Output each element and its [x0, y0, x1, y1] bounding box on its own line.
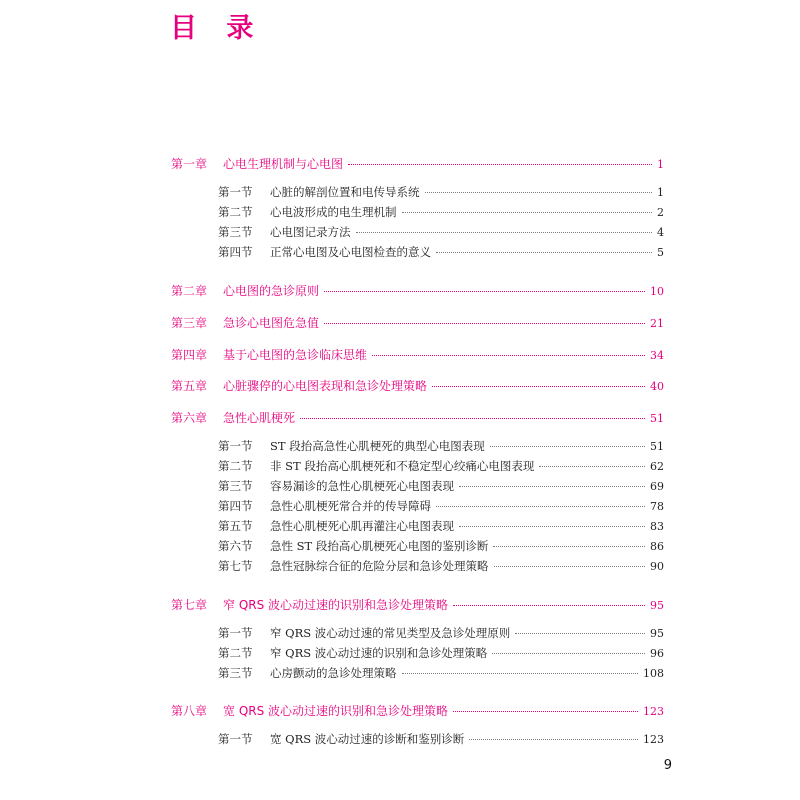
toc-chapter-row[interactable] — [0, 702, 800, 719]
section-title: 非 ST 段抬高心肌梗死和不稳定型心绞痛心电图表现 — [270, 459, 535, 473]
toc-section-row[interactable] — [0, 538, 800, 554]
toc-section-row[interactable] — [0, 558, 800, 574]
toc-section-row[interactable] — [0, 665, 800, 681]
toc-chapter-row[interactable] — [0, 596, 800, 613]
section-page-number: 62 — [650, 460, 664, 473]
toc-section-row[interactable] — [0, 731, 800, 747]
dot-leader — [459, 486, 645, 487]
section-page-number: 95 — [650, 627, 664, 640]
section-page-number: 4 — [657, 226, 664, 239]
chapter-number: 第五章 — [171, 379, 208, 393]
section-page-number: 69 — [650, 480, 664, 493]
chapter-title: 急诊心电图危急值 — [223, 316, 320, 330]
dot-leader — [402, 212, 653, 213]
chapter-title: 心电图的急诊原则 — [223, 284, 320, 298]
chapter-title: 心脏骤停的心电图表现和急诊处理策略 — [223, 379, 428, 393]
dot-leader — [490, 446, 645, 447]
toc-section-row[interactable] — [0, 498, 800, 514]
dot-leader — [300, 418, 645, 419]
chapter-title: 窄 QRS 波心动过速的识别和急诊处理策略 — [223, 598, 449, 612]
section-number: 第三节 — [218, 225, 253, 239]
section-title: 心电图记录方法 — [270, 225, 351, 239]
dot-leader — [425, 192, 653, 193]
section-page-number: 1 — [657, 186, 664, 199]
section-page-number: 78 — [650, 500, 664, 513]
section-number: 第六节 — [218, 539, 253, 553]
section-page-number: 90 — [650, 560, 664, 573]
toc-chapter-row[interactable] — [0, 377, 800, 394]
chapter-page-number: 34 — [650, 349, 664, 362]
dot-leader — [324, 323, 645, 324]
dot-leader — [324, 291, 645, 292]
dot-leader — [436, 252, 652, 253]
section-number: 第一节 — [218, 732, 253, 746]
chapter-title: 心电生理机制与心电图 — [223, 157, 344, 171]
section-number: 第七节 — [218, 559, 253, 573]
section-number: 第二节 — [218, 646, 253, 660]
chapter-title: 宽 QRS 波心动过速的识别和急诊处理策略 — [223, 704, 449, 718]
dot-leader — [453, 605, 645, 606]
toc-title: 目 录 — [170, 13, 264, 44]
section-number: 第一节 — [218, 185, 253, 199]
toc-section-row[interactable] — [0, 224, 800, 240]
toc-chapter-row[interactable] — [0, 155, 800, 172]
section-number: 第三节 — [218, 479, 253, 493]
page-number: 9 — [663, 758, 672, 773]
section-number: 第一节 — [218, 439, 253, 453]
chapter-number: 第七章 — [171, 598, 208, 612]
section-number: 第四节 — [218, 245, 253, 259]
section-page-number: 123 — [643, 733, 664, 746]
section-number: 第五节 — [218, 519, 253, 533]
toc-section-row[interactable] — [0, 478, 800, 494]
chapter-number: 第八章 — [171, 704, 208, 718]
section-title: 急性冠脉综合征的危险分层和急诊处理策略 — [270, 559, 489, 573]
section-number: 第四节 — [218, 499, 253, 513]
section-page-number: 96 — [650, 647, 664, 660]
dot-leader — [494, 566, 646, 567]
section-title: 急性 ST 段抬高心肌梗死心电图的鉴别诊断 — [270, 539, 489, 553]
chapter-page-number: 95 — [650, 599, 664, 612]
toc-section-row[interactable] — [0, 458, 800, 474]
toc-section-row[interactable] — [0, 184, 800, 200]
section-title: ST 段抬高急性心肌梗死的典型心电图表现 — [270, 439, 485, 453]
section-title: 宽 QRS 波心动过速的诊断和鉴别诊断 — [270, 732, 465, 746]
section-page-number: 83 — [650, 520, 664, 533]
dot-leader — [348, 164, 652, 165]
section-title: 心脏的解剖位置和电传导系统 — [270, 185, 420, 199]
chapter-title: 基于心电图的急诊临床思维 — [223, 348, 368, 362]
chapter-number: 第一章 — [171, 157, 208, 171]
dot-leader — [539, 466, 645, 467]
dot-leader — [515, 633, 645, 634]
chapter-number: 第二章 — [171, 284, 208, 298]
section-page-number: 51 — [650, 440, 664, 453]
dot-leader — [459, 526, 645, 527]
chapter-number: 第四章 — [171, 348, 208, 362]
toc-chapter-row[interactable] — [0, 409, 800, 426]
dot-leader — [453, 711, 638, 712]
dot-leader — [432, 386, 645, 387]
toc-chapter-row[interactable] — [0, 282, 800, 299]
chapter-page-number: 21 — [650, 317, 664, 330]
toc-section-row[interactable] — [0, 625, 800, 641]
section-number: 第二节 — [218, 459, 253, 473]
section-page-number: 2 — [657, 206, 664, 219]
section-number: 第二节 — [218, 205, 253, 219]
chapter-number: 第三章 — [171, 316, 208, 330]
chapter-page-number: 1 — [657, 158, 664, 171]
dot-leader — [436, 506, 645, 507]
dot-leader — [493, 546, 645, 547]
toc-section-row[interactable] — [0, 438, 800, 454]
chapter-page-number: 40 — [650, 380, 664, 393]
chapter-title: 急性心肌梗死 — [223, 411, 296, 425]
section-title: 急性心肌梗死常合并的传导障碍 — [270, 499, 431, 513]
toc-chapter-row[interactable] — [0, 346, 800, 363]
toc-section-row[interactable] — [0, 645, 800, 661]
dot-leader — [372, 355, 645, 356]
toc-section-row[interactable] — [0, 518, 800, 534]
chapter-page-number: 123 — [643, 705, 664, 718]
section-page-number: 108 — [643, 667, 664, 680]
chapter-page-number: 51 — [650, 412, 664, 425]
section-page-number: 86 — [650, 540, 664, 553]
section-number: 第一节 — [218, 626, 253, 640]
section-title: 心房颤动的急诊处理策略 — [270, 666, 397, 680]
toc-section-row[interactable] — [0, 204, 800, 220]
toc-chapter-row[interactable] — [0, 314, 800, 331]
section-page-number: 5 — [657, 246, 664, 259]
section-title: 正常心电图及心电图检查的意义 — [270, 245, 431, 259]
section-title: 容易漏诊的急性心肌梗死心电图表现 — [270, 479, 454, 493]
section-title: 窄 QRS 波心动过速的识别和急诊处理策略 — [270, 646, 488, 660]
chapter-number: 第六章 — [171, 411, 208, 425]
chapter-page-number: 10 — [650, 285, 664, 298]
dot-leader — [402, 673, 639, 674]
section-title: 窄 QRS 波心动过速的常见类型及急诊处理原则 — [270, 626, 511, 640]
dot-leader — [469, 739, 638, 740]
dot-leader — [492, 653, 645, 654]
dot-leader — [356, 232, 653, 233]
section-title: 急性心肌梗死心肌再灌注心电图表现 — [270, 519, 454, 533]
section-title: 心电波形成的电生理机制 — [270, 205, 397, 219]
toc-section-row[interactable] — [0, 244, 800, 260]
section-number: 第三节 — [218, 666, 253, 680]
